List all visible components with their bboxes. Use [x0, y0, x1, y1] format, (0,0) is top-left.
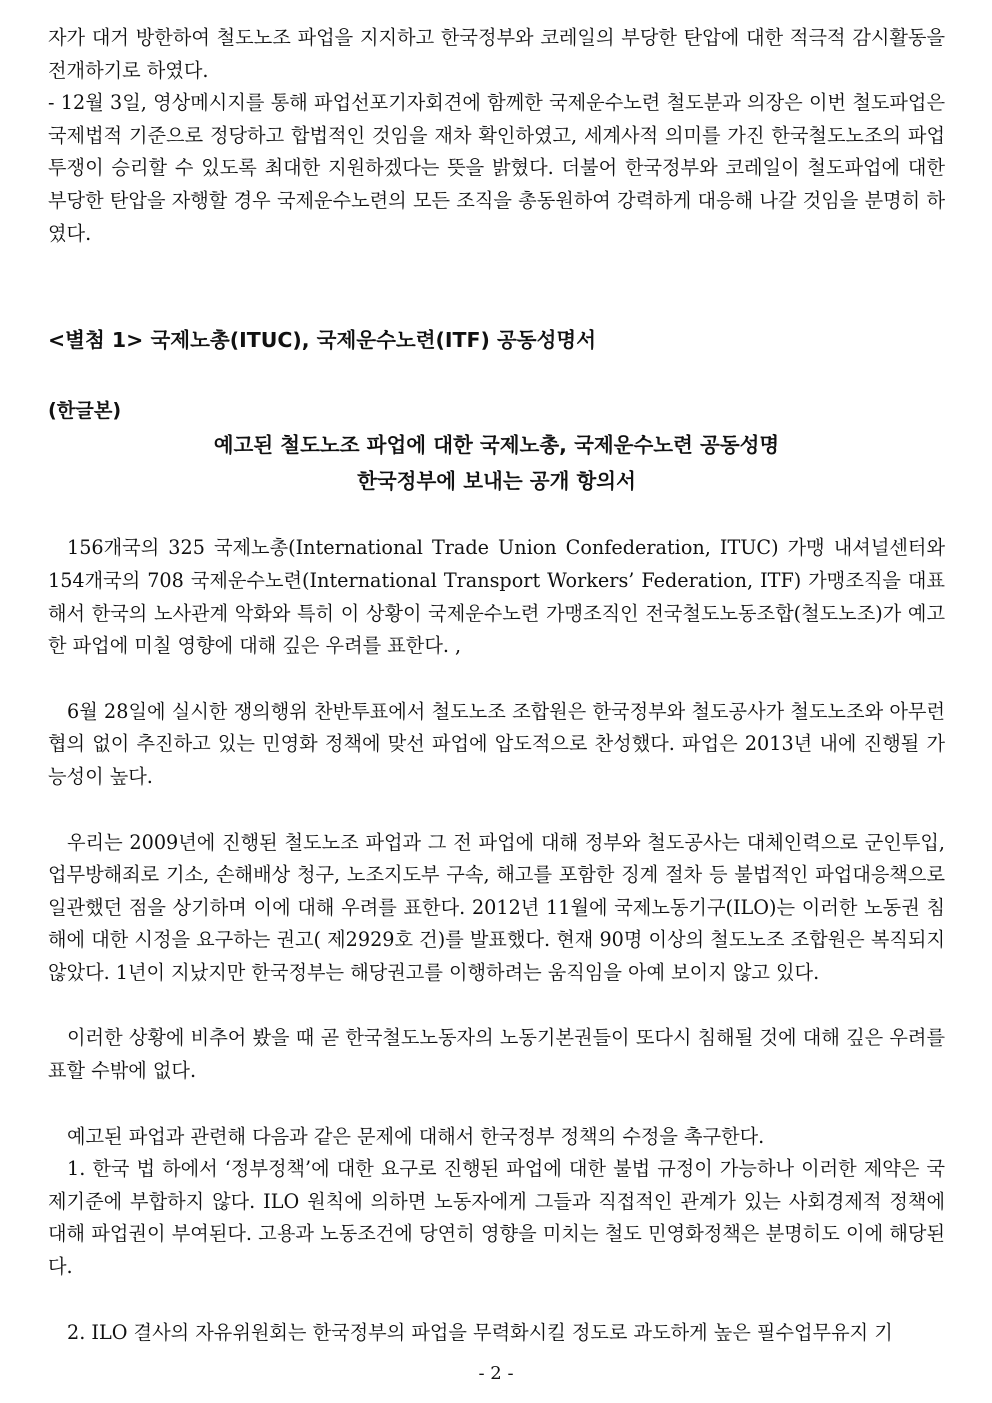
- body-paragraph-4: 이러한 상황에 비추어 봤을 때 곧 한국철도노동자의 노동기본권들이 또다시 침해될 것에 대해 깊은 우려를 표할 수밖에 없다.: [48, 1026, 945, 1083]
- version-label: (한글본): [48, 398, 122, 422]
- intro-paragraph-2: - 12월 3일, 영상메시지를 통해 파업선포기자회견에 함께한 국제운수노련 철도분과 의장은 이번 철도파업은 국제법적 기준으로 정당하고 합법적인 것임을 재차 확인하였고, 세계사적 의미를 가진 한국철도노조의 파업투쟁이 승리할 수 있도록 최대한 지원하겠다는 뜻을 밝혔다. 더불어 한국정부와 코레일이 철도파업에 대한 부당한 탄압을 자행할 경우 국제운수노련의 모든 조직을 총동원하여 강력하게 대응해 나갈 것임을 분명히 하였다.: [48, 91, 945, 245]
- body-paragraph-3: 우리는 2009년에 진행된 철도노조 파업과 그 전 파업에 대해 정부와 철도공사는 대체인력으로 군인투입, 업무방해죄로 기소, 손해배상 청구, 노조지도부 구속, 해고를 포함한 징계 절차 등 불법적인 파업대응책으로 일관했던 점을 상기하며 이에 대해 우려를 표한다. 2012년 11월에 국제노동기구(ILO)는 이러한 노동권 침해에 대한 시정을 요구하는 권고( 제2929호 건)를 발표했다. 현재 90명 이상의 철도노조 조합원은 복직되지 않았다. 1년이 지났지만 한국정부는 해당권고를 이행하려는 움직임을 아예 보이지 않고 있다.: [48, 830, 945, 984]
- statement-title-line-2: 한국정부에 보내는 공개 항의서: [357, 469, 636, 494]
- intro-paragraph-1: 자가 대거 방한하여 철도노조 파업을 지지하고 한국정부와 코레일의 부당한 탄압에 대한 적극적 감시활동을 전개하기로 하였다.: [48, 26, 945, 82]
- body-paragraph-5: 예고된 파업과 관련해 다음과 같은 문제에 대해서 한국정부 정책의 수정을 촉구한다.: [67, 1124, 765, 1148]
- attachment-heading: <별첨 1> 국제노총(ITUC), 국제운수노련(ITF) 공동성명서: [48, 328, 596, 353]
- document-page: [48, 22, 945, 1349]
- body-paragraph-1: 156개국의 325 국제노총(International Trade Union Confederation, ITUC) 가맹 내셔널센터와 154개국의 708 국제운수노련(International Transport Workers’ Federation, ITF) 가맹조직을 대표해서 한국의 노사관계 악화와 특히 이 상황이 국제운수노련 가맹조직인 전국철도노동조합(철도노조)가 예고한 파업에 미칠 영향에 대해 깊은 우려를 표한다. ,: [48, 536, 945, 658]
- list-item-1: 1. 한국 법 하에서 ‘정부정책’에 대한 요구로 진행된 파업에 대한 불법 규정이 가능하나 이러한 제약은 국제기준에 부합하지 않다. ILO 원칙에 의하면 노동자에게 그들과 직접적인 관계가 있는 사회경제적 정책에 대해 파업권이 부여된다. 고용과 노동조건에 당연히 영향을 미치는 철도 민영화정책은 분명히도 이에 해당된다.: [48, 1157, 945, 1279]
- statement-title-line-1: 예고된 철도노조 파업에 대한 국제노총, 국제운수노련 공동성명: [213, 433, 780, 458]
- page-number: - 2 -: [478, 1363, 514, 1384]
- body-paragraph-2: 6월 28일에 실시한 쟁의행위 찬반투표에서 철도노조 조합원은 한국정부와 철도공사가 철도노조와 아무런 협의 없이 추진하고 있는 민영화 정책에 맞선 파업에 압도적으로 찬성했다. 파업은 2013년 내에 진행될 가능성이 높다.: [48, 699, 945, 788]
- list-item-2: 2. ILO 결사의 자유위원회는 한국정부의 파업을 무력화시킬 정도로 과도하게 높은 필수업무유지 기: [67, 1320, 893, 1344]
